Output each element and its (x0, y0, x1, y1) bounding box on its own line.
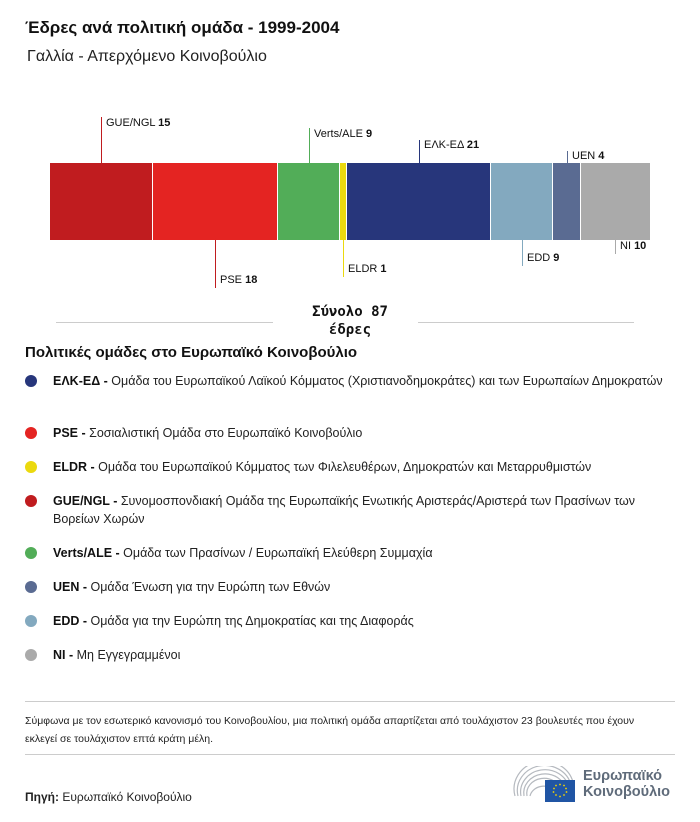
dot-icon (25, 649, 37, 661)
label-ni: NI 10 (620, 240, 647, 252)
footnote: Σύμφωνα με τον εσωτερικό κανονισμό του Κοινοβουλίου, μια πολιτική ομάδα απαρτίζεται από τουλάχιστον 23 βουλευτές που έχουν εκλεγεί σε τουλάχιστον επτά κράτη μέλη. (25, 715, 635, 745)
label-gue-ngl: GUE/NGL 15 (106, 117, 171, 129)
tick-pse (215, 240, 216, 288)
tick-verts-ale (309, 128, 310, 163)
legend-item-ni: NI - Μη Εγγεγραμμένοι (25, 646, 675, 664)
legend-item-eldr: ELDR - Ομάδα του Ευρωπαϊκού Κόμματος των Φιλελευθέρων, Δημοκρατών και Μεταρρυθμιστών (25, 458, 675, 476)
tick-uen (567, 151, 568, 163)
dot-icon (25, 461, 37, 473)
label-pse: PSE 18 (220, 274, 258, 286)
label-edd: EDD 9 (527, 252, 560, 264)
label-uen: UEN 4 (572, 150, 605, 162)
bar-pse (153, 163, 277, 240)
divider-note-bottom (25, 754, 675, 755)
label-eldr: ELDR 1 (348, 263, 387, 275)
legend-item-edd: EDD - Ομάδα για την Ευρώπη της Δημοκρατίας και της Διαφοράς (25, 612, 675, 630)
divider-right (418, 322, 634, 323)
bar-elk-ed (347, 163, 490, 240)
dot-icon (25, 375, 37, 387)
divider-left (56, 322, 273, 323)
total-seats: Σύνολο 87 έδρες (312, 304, 388, 338)
legend-item-elk-ed: ΕΛΚ-ΕΔ - Ομάδα του Ευρωπαϊκού Λαϊκού Κόμματος (Χριστιανοδημοκράτες) και των Ευρωπαίων Δημοκρατών (25, 372, 675, 390)
dot-icon (25, 427, 37, 439)
tick-ni (615, 240, 616, 254)
european-parliament-logo (513, 766, 670, 802)
bar-gue-ngl (50, 163, 152, 240)
bar-ni (581, 163, 650, 240)
dot-icon (25, 581, 37, 593)
bar-verts-ale (278, 163, 339, 240)
label-elk-ed: ΕΛΚ-ΕΔ 21 (424, 139, 480, 151)
chart-subtitle: Γαλλία - Απερχόμενο Κοινοβούλιο (27, 48, 267, 65)
legend-item-pse: PSE - Σοσιαλιστική Ομάδα στο Ευρωπαϊκό Κοινοβούλιο (25, 424, 675, 442)
dot-icon (25, 615, 37, 627)
chart-title: Έδρες ανά πολιτική ομάδα - 1999-2004 (25, 18, 340, 37)
label-verts-ale: Verts/ALE 9 (314, 128, 373, 140)
tick-elk-ed (419, 140, 420, 163)
bar-edd (491, 163, 552, 240)
bar-uen (553, 163, 580, 240)
bar-eldr (340, 163, 346, 240)
dot-icon (25, 495, 37, 507)
source-line: Πηγή: Ευρωπαϊκό Κοινοβούλιο (25, 790, 192, 804)
divider-note-top (25, 701, 675, 702)
tick-eldr (343, 240, 344, 277)
tick-gue-ngl (101, 117, 102, 163)
legend-item-gue-ngl: GUE/NGL - Συνομοσπονδιακή Ομάδα της Ευρωπαϊκής Ενωτικής Αριστεράς/Αριστερά των Πρασίνων των Βορείων Χωρών (25, 492, 675, 528)
legend-item-uen: UEN - Ομάδα Ένωση για την Ευρώπη των Εθνών (25, 578, 675, 596)
logo-text: Ευρωπαϊκό Κοινοβούλιο (583, 768, 671, 800)
legend-item-verts-ale: Verts/ALE - Ομάδα των Πρασίνων / Ευρωπαϊκή Ελεύθερη Συμμαχία (25, 544, 675, 562)
hemicycle-eu-flag-icon (513, 766, 575, 802)
legend-title: Πολιτικές ομάδες στο Ευρωπαϊκό Κοινοβούλιο (25, 344, 358, 361)
tick-edd (522, 240, 523, 266)
dot-icon (25, 547, 37, 559)
